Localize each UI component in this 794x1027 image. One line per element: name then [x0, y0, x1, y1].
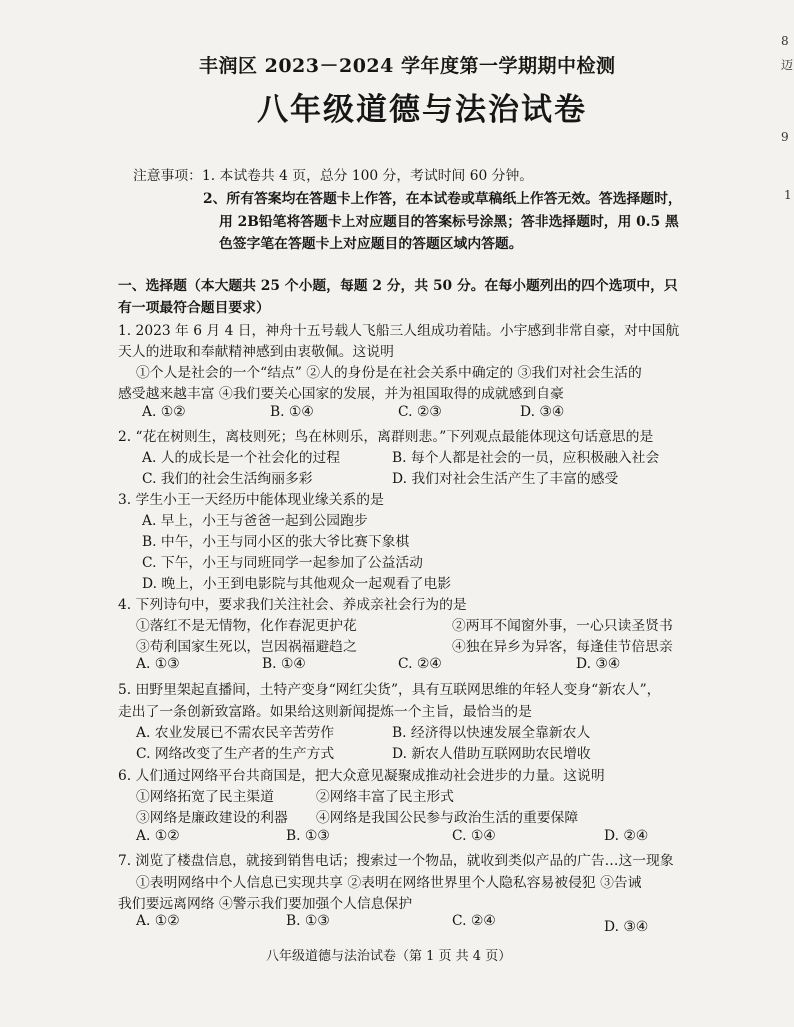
- notice-line-3: 用 2B铅笔将答题卡上对应题目的答案标号涂黑；答非选择题时，用 0.5 黑: [219, 214, 679, 230]
- q6-statement-2: ②网络丰富了民主形式: [316, 789, 454, 805]
- q7-option-a: A. ①②: [136, 913, 180, 929]
- margin-mark: 9: [781, 130, 789, 144]
- q1-option-a: A. ①②: [142, 404, 186, 420]
- margin-mark: 8: [781, 34, 789, 48]
- q1-statements-2: 感受越来越丰富 ④我们要关心国家的发展，并为祖国取得的成就感到自豪: [118, 386, 564, 402]
- q4-stem: 4. 下列诗句中，要求我们关注社会、养成亲社会行为的是: [118, 597, 467, 613]
- exam-name: 丰润区 2023－2024 学年度第一学期期中检测: [199, 55, 616, 77]
- q5-option-c: C. 网络改变了生产者的生产方式: [136, 746, 335, 762]
- q3-option-a: A. 早上，小王与爸爸一起到公园跑步: [142, 513, 368, 529]
- q2-option-a: A. 人的成长是一个社会化的过程: [142, 450, 341, 466]
- q4-statement-1: ①落红不是无情物，化作春泥更护花: [136, 618, 357, 634]
- q4-option-b: B. ①④: [262, 656, 306, 672]
- q3-option-d: D. 晚上，小王到电影院与其他观众一起观看了电影: [142, 576, 452, 592]
- section-heading: 一、选择题（本大题共 25 个小题，每题 2 分，共 50 分。在每小题列出的四个选项中，只: [118, 278, 678, 294]
- q4-option-a: A. ①③: [136, 656, 180, 672]
- q5-stem-2: 走出了一条创新致富路。如果给这则新闻提炼一个主旨，最恰当的是: [118, 704, 532, 720]
- section-heading-line2: 有一项最符合题目要求）: [118, 300, 270, 316]
- q7-option-d: D. ③④: [604, 919, 649, 935]
- q6-option-d: D. ②④: [604, 828, 649, 844]
- margin-mark: 1: [784, 188, 792, 202]
- q2-stem: 2. “花在树则生，离枝则死；鸟在林则乐，离群则悲。”下列观点最能体现这句话意思的是: [118, 429, 654, 445]
- q4-option-c: C. ②④: [398, 656, 442, 672]
- q4-statement-2: ②两耳不闻窗外事，一心只读圣贤书: [452, 618, 673, 634]
- q1-option-b: B. ①④: [270, 404, 314, 420]
- q5-stem: 5. 田野里架起直播间，土特产变身“网红尖货”，具有互联网思维的年轻人变身“新农人”，: [118, 682, 661, 698]
- q2-option-c: C. 我们的社会生活绚丽多彩: [142, 471, 313, 487]
- q1-stem: 1. 2023 年 6 月 4 日，神舟十五号载人飞船三人组成功着陆。小宇感到非常自豪，对中国航: [118, 323, 680, 339]
- q3-stem: 3. 学生小王一天经历中能体现业缘关系的是: [118, 492, 384, 508]
- q3-option-b: B. 中午，小王与同小区的张大爷比赛下象棋: [142, 534, 410, 550]
- q7-statements: ①表明网络中个人信息已实现共享 ②表明在网络世界里个人隐私容易被侵犯 ③告诫: [136, 875, 642, 891]
- q6-statement-1: ①网络拓宽了民主渠道: [136, 789, 274, 805]
- q7-stem: 7. 浏览了楼盘信息，就接到销售电话；搜索过一个物品，就收到类似产品的广告…这一现象: [118, 853, 674, 869]
- q1-option-d: D. ③④: [520, 404, 565, 420]
- q6-option-b: B. ①③: [286, 828, 330, 844]
- q4-statement-4: ④独在异乡为异客，每逢佳节倍思亲: [452, 639, 673, 655]
- q7-option-c: C. ②④: [452, 913, 496, 929]
- q1-stem-2: 天人的进取和奉献精神感到由衷敬佩。这说明: [118, 344, 394, 360]
- q3-option-c: C. 下午，小王与同班同学一起参加了公益活动: [142, 555, 423, 571]
- margin-mark: 迈: [781, 58, 794, 72]
- notice-line-4: 色签字笔在答题卡上对应题目的答题区域内答题。: [219, 236, 523, 252]
- q5-option-a: A. 农业发展已不需农民辛苦劳作: [136, 725, 335, 741]
- q2-option-d: D. 我们对社会生活产生了丰富的感受: [392, 471, 619, 487]
- q6-stem: 6. 人们通过网络平台共商国是，把大众意见凝聚成推动社会进步的力量。这说明: [118, 768, 605, 784]
- q2-option-b: B. 每个人都是社会的一员，应积极融入社会: [392, 450, 660, 466]
- q7-option-b: B. ①③: [286, 913, 330, 929]
- page-footer: 八年级道德与法治试卷（第 1 页 共 4 页）: [266, 949, 512, 964]
- q1-option-c: C. ②③: [398, 404, 442, 420]
- q6-statement-4: ④网络是我国公民参与政治生活的重要保障: [316, 810, 579, 826]
- notice-line-2: 2、所有答案均在答题卡上作答，在本试卷或草稿纸上作答无效。答选择题时，: [203, 191, 682, 207]
- q6-option-c: C. ①④: [452, 828, 496, 844]
- notice-line-1: 注意事项：1. 本试卷共 4 页，总分 100 分，考试时间 60 分钟。: [133, 168, 534, 184]
- q4-option-d: D. ③④: [576, 656, 621, 672]
- q5-option-b: B. 经济得以快速发展全靠新农人: [392, 725, 591, 741]
- q6-statement-3: ③网络是廉政建设的利器: [136, 810, 288, 826]
- q1-statements: ①个人是社会的一个“结点” ②人的身份是在社会关系中确定的 ③我们对社会生活的: [136, 365, 642, 381]
- q7-statements-2: 我们要远离网络 ④警示我们要加强个人信息保护: [118, 896, 413, 912]
- q6-option-a: A. ①②: [136, 828, 180, 844]
- q5-option-d: D. 新农人借助互联网助农民增收: [392, 746, 591, 762]
- paper-title: 八年级道德与法治试卷: [257, 92, 587, 128]
- q4-statement-3: ③苟利国家生死以，岂因祸福避趋之: [136, 639, 357, 655]
